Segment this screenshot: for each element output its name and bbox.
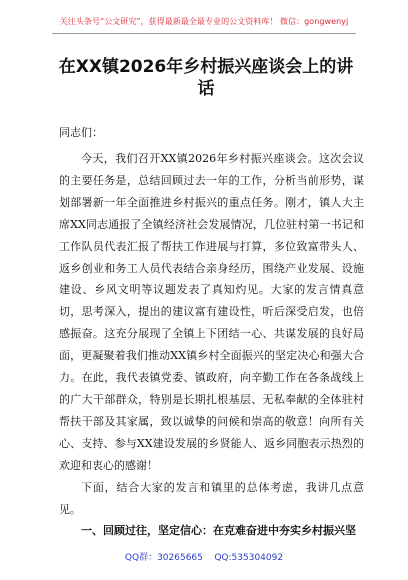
salutation: 同志们： xyxy=(59,126,103,139)
header-divider xyxy=(52,33,356,34)
footer-qq-number: QQ:535304092 xyxy=(214,553,284,563)
document-title: 在XX镇2026年乡村振兴座谈会上的讲话 xyxy=(58,57,354,99)
footer-qq-group: QQ群：30265665 xyxy=(124,553,203,563)
document-body xyxy=(59,148,364,542)
body-paragraph: 下面，结合大家的发言和镇里的总体考虑，我讲几点意见。 xyxy=(59,480,364,516)
header-banner: 关注头条号“公文研究”，获得最新最全最专业的公文资料库！ 微信：gongwenyj xyxy=(59,17,349,26)
footer-contact xyxy=(0,550,408,563)
body-paragraph: 今天，我们召开XX镇2026年乡村振兴座谈会。这次会议的主要任务是，总结回顾过去一年的工作，分析当前形势，谋划部署新一年全面推进乡村振兴的重点任务。刚才，镇人大主席XX同志通报了全镇经济社会发展情况，几位驻村第一书记和工作队员代表汇报了帮扶工作进展与打算，多位致富带头人、返乡创业和务工人员代表结合亲身经历，围绕产业发展、设施建设、乡风文明等议题发表了真知灼见。大家的发言情真意切，思考深入，提出的建议富有建设性，听后深受启发，也倍感振奋。这充分展现了全镇上下团结一心、共谋发展的良好局面，更凝聚着我们推动XX镇乡村全面振兴的坚定决心和强大合力。在此，我代表镇党委、镇政府，向辛勤工作在各条战线上的广大干部群众，特别是长期扎根基层、无私奉献的全体驻村帮扶干部及其家属，致以诚挚的问候和崇高的敬意！向所有关心、支持、参与XX建设发展的乡贤能人、返乡同胞表示热烈的欢迎和衷心的感谢！ xyxy=(59,152,364,472)
section-heading: 一、回顾过往，坚定信心：在克难奋进中夯实乡村振兴坚 xyxy=(81,524,356,538)
